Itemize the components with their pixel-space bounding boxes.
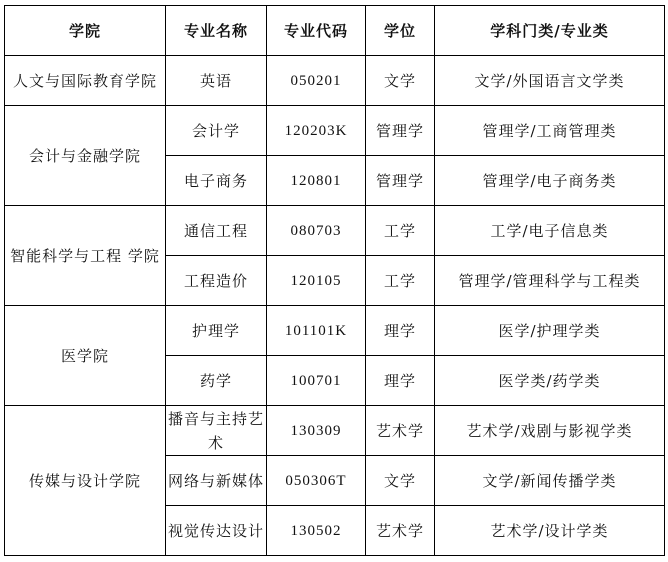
major-name-cell: 护理学	[166, 306, 267, 356]
major-code-cell: 130502	[267, 506, 366, 556]
category-cell: 管理学/管理科学与工程类	[435, 256, 665, 306]
degree-cell: 艺术学	[366, 506, 435, 556]
degree-cell: 工学	[366, 256, 435, 306]
category-cell: 艺术学/设计学类	[435, 506, 665, 556]
college-cell: 医学院	[5, 306, 166, 406]
category-cell: 管理学/工商管理类	[435, 106, 665, 156]
category-cell: 医学/护理学类	[435, 306, 665, 356]
major-name-cell: 通信工程	[166, 206, 267, 256]
table-row	[5, 206, 665, 256]
header-college: 学院	[5, 6, 166, 56]
table-row	[5, 306, 665, 356]
major-name-cell: 药学	[166, 356, 267, 406]
header-degree: 学位	[366, 6, 435, 56]
header-major-name: 专业名称	[166, 6, 267, 56]
majors-table	[4, 5, 665, 556]
major-name-cell: 播音与主持艺术	[166, 406, 267, 456]
table-row	[5, 56, 665, 106]
degree-cell: 文学	[366, 56, 435, 106]
category-cell: 艺术学/戏剧与影视学类	[435, 406, 665, 456]
college-cell: 人文与国际教育学院	[5, 56, 166, 106]
category-cell: 管理学/电子商务类	[435, 156, 665, 206]
major-name-cell: 网络与新媒体	[166, 456, 267, 506]
major-code-cell: 120105	[267, 256, 366, 306]
major-name-cell: 电子商务	[166, 156, 267, 206]
major-code-cell: 120203K	[267, 106, 366, 156]
college-cell: 传媒与设计学院	[5, 406, 166, 556]
degree-cell: 管理学	[366, 156, 435, 206]
major-name-cell: 会计学	[166, 106, 267, 156]
category-cell: 文学/新闻传播学类	[435, 456, 665, 506]
major-name-cell: 视觉传达设计	[166, 506, 267, 556]
degree-cell: 理学	[366, 356, 435, 406]
header-row	[5, 6, 665, 56]
table-row	[5, 406, 665, 456]
degree-cell: 文学	[366, 456, 435, 506]
major-code-cell: 050201	[267, 56, 366, 106]
major-name-cell: 工程造价	[166, 256, 267, 306]
category-cell: 医学类/药学类	[435, 356, 665, 406]
degree-cell: 工学	[366, 206, 435, 256]
header-category: 学科门类/专业类	[435, 6, 665, 56]
major-code-cell: 130309	[267, 406, 366, 456]
major-code-cell: 080703	[267, 206, 366, 256]
degree-cell: 理学	[366, 306, 435, 356]
category-cell: 文学/外国语言文学类	[435, 56, 665, 106]
degree-cell: 艺术学	[366, 406, 435, 456]
table-row	[5, 106, 665, 156]
degree-cell: 管理学	[366, 106, 435, 156]
major-code-cell: 101101K	[267, 306, 366, 356]
major-code-cell: 100701	[267, 356, 366, 406]
college-cell: 智能科学与工程 学院	[5, 206, 166, 306]
major-code-cell: 050306T	[267, 456, 366, 506]
major-name-cell: 英语	[166, 56, 267, 106]
major-code-cell: 120801	[267, 156, 366, 206]
header-major-code: 专业代码	[267, 6, 366, 56]
college-cell: 会计与金融学院	[5, 106, 166, 206]
category-cell: 工学/电子信息类	[435, 206, 665, 256]
